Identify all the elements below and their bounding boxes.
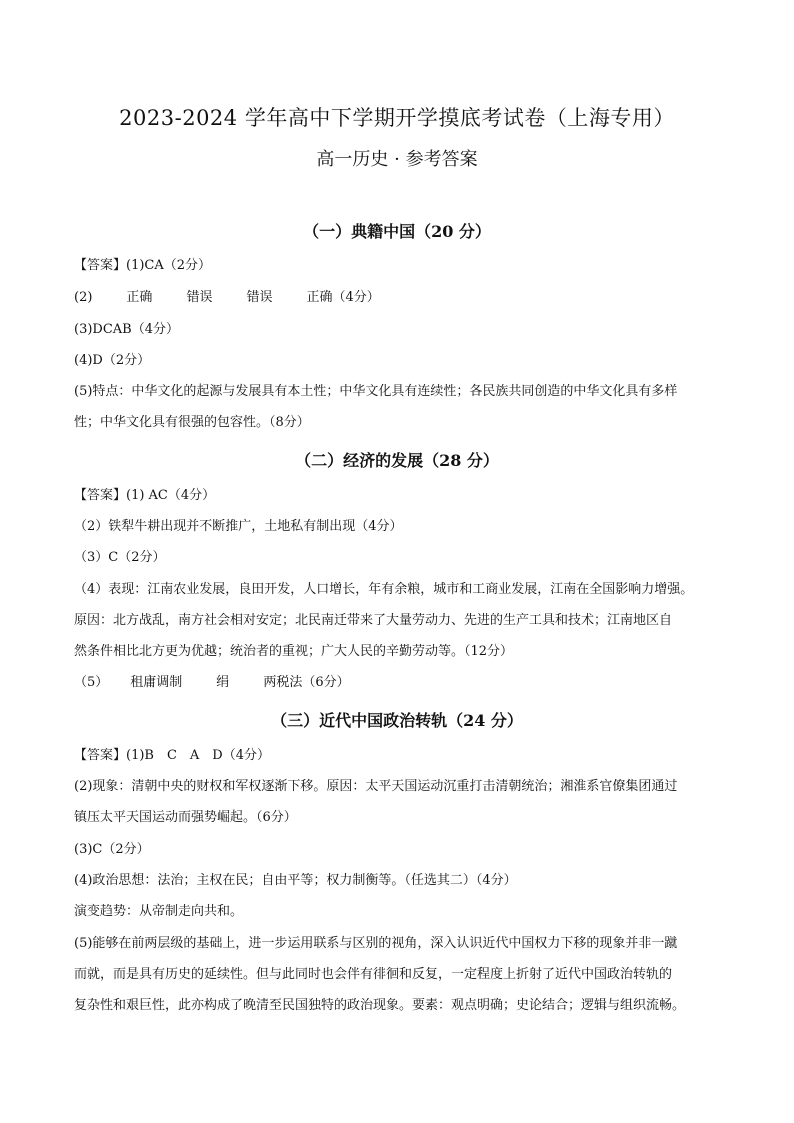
answer-line: 性；中华文化具有很强的包容性。（8分） <box>74 415 310 430</box>
answer-term: 绢 <box>216 675 230 690</box>
answer-label: (2) <box>74 290 93 305</box>
answer-line: (5)能够在前两层级的基础上，进一步运用联系与区别的视角，深入认识近代中国权力下移的现象并非一蹴 <box>74 936 678 951</box>
answer-judgement: 错误 <box>246 290 273 305</box>
answer-line <box>74 288 734 308</box>
answer-line: 演变趋势：从帝制走向共和。 <box>74 904 244 919</box>
answer-judgement: 错误 <box>186 290 213 305</box>
answer-line: 镇压太平天国运动而强势崛起。（6分） <box>74 810 297 825</box>
answer-line: （3）C（2分） <box>74 550 166 565</box>
answer-line: (2)现象：清朝中央的财权和军权逐渐下移。原因：太平天国运动沉重打击清朝统治；湘淮系官僚集团通过 <box>74 779 678 794</box>
page-subtitle: 高一历史 · 参考答案 <box>316 149 478 170</box>
answer-line: 【答案】(1) AC（4分） <box>74 488 216 503</box>
answer-line: （4）表现：江南农业发展，良田开发，人口增长，年有余粮，城市和工商业发展，江南在全国影响力增强。 <box>74 582 694 597</box>
answer-line: (5)特点：中华文化的起源与发展具有本土性；中华文化具有连续性；各民族共同创造的中华文化具有多样 <box>74 384 678 399</box>
answer-judgement: 正确 <box>126 290 153 305</box>
answer-line <box>74 673 734 693</box>
answer-label: （5） <box>74 675 109 690</box>
section-heading-3: （三）近代中国政治转轨（24 分） <box>271 711 523 730</box>
answer-line: 然条件相比北方更为优越；统治者的重视；广大人民的辛勤劳动等。（12分） <box>74 644 514 659</box>
answer-line: 【答案】(1)CA（2分） <box>74 258 212 273</box>
answer-term: 租庸调制 <box>130 675 183 690</box>
page-title: 2023-2024 学年高中下学期开学摸底考试卷（上海专用） <box>119 106 675 130</box>
answer-line: (4)政治思想：法治；主权在民；自由平等；权力制衡等。（任选其二）（4分） <box>74 873 517 888</box>
answer-line: 原因：北方战乱，南方社会相对安定；北民南迁带来了大量劳动力、先进的生产工具和技术；江南地区自 <box>74 613 673 628</box>
section-heading-2: （二）经济的发展（28 分） <box>295 451 499 470</box>
answer-line: (4)D（2分） <box>74 353 151 368</box>
answer-term: 两税法（6分） <box>263 675 350 690</box>
answer-line: 复杂性和艰巨性，此亦构成了晚清至民国独特的政治现象。要素：观点明确；史论结合；逻辑与组织流畅。 <box>74 998 686 1013</box>
answer-line: (3)C（2分） <box>74 842 150 857</box>
answer-judgement: 正确（4分） <box>306 290 380 305</box>
answer-line: 而就，而是具有历史的延续性。但与此同时也会伴有徘徊和反复，一定程度上折射了近代中国政治转轨的 <box>74 967 673 982</box>
answer-line: （2）铁犁牛耕出现并不断推广，土地私有制出现（4分） <box>74 519 403 534</box>
answer-line: (3)DCAB（4分） <box>74 322 179 337</box>
answer-line: 【答案】(1)B C A D（4分） <box>74 748 270 763</box>
section-heading-1: （一）典籍中国（20 分） <box>303 222 491 241</box>
